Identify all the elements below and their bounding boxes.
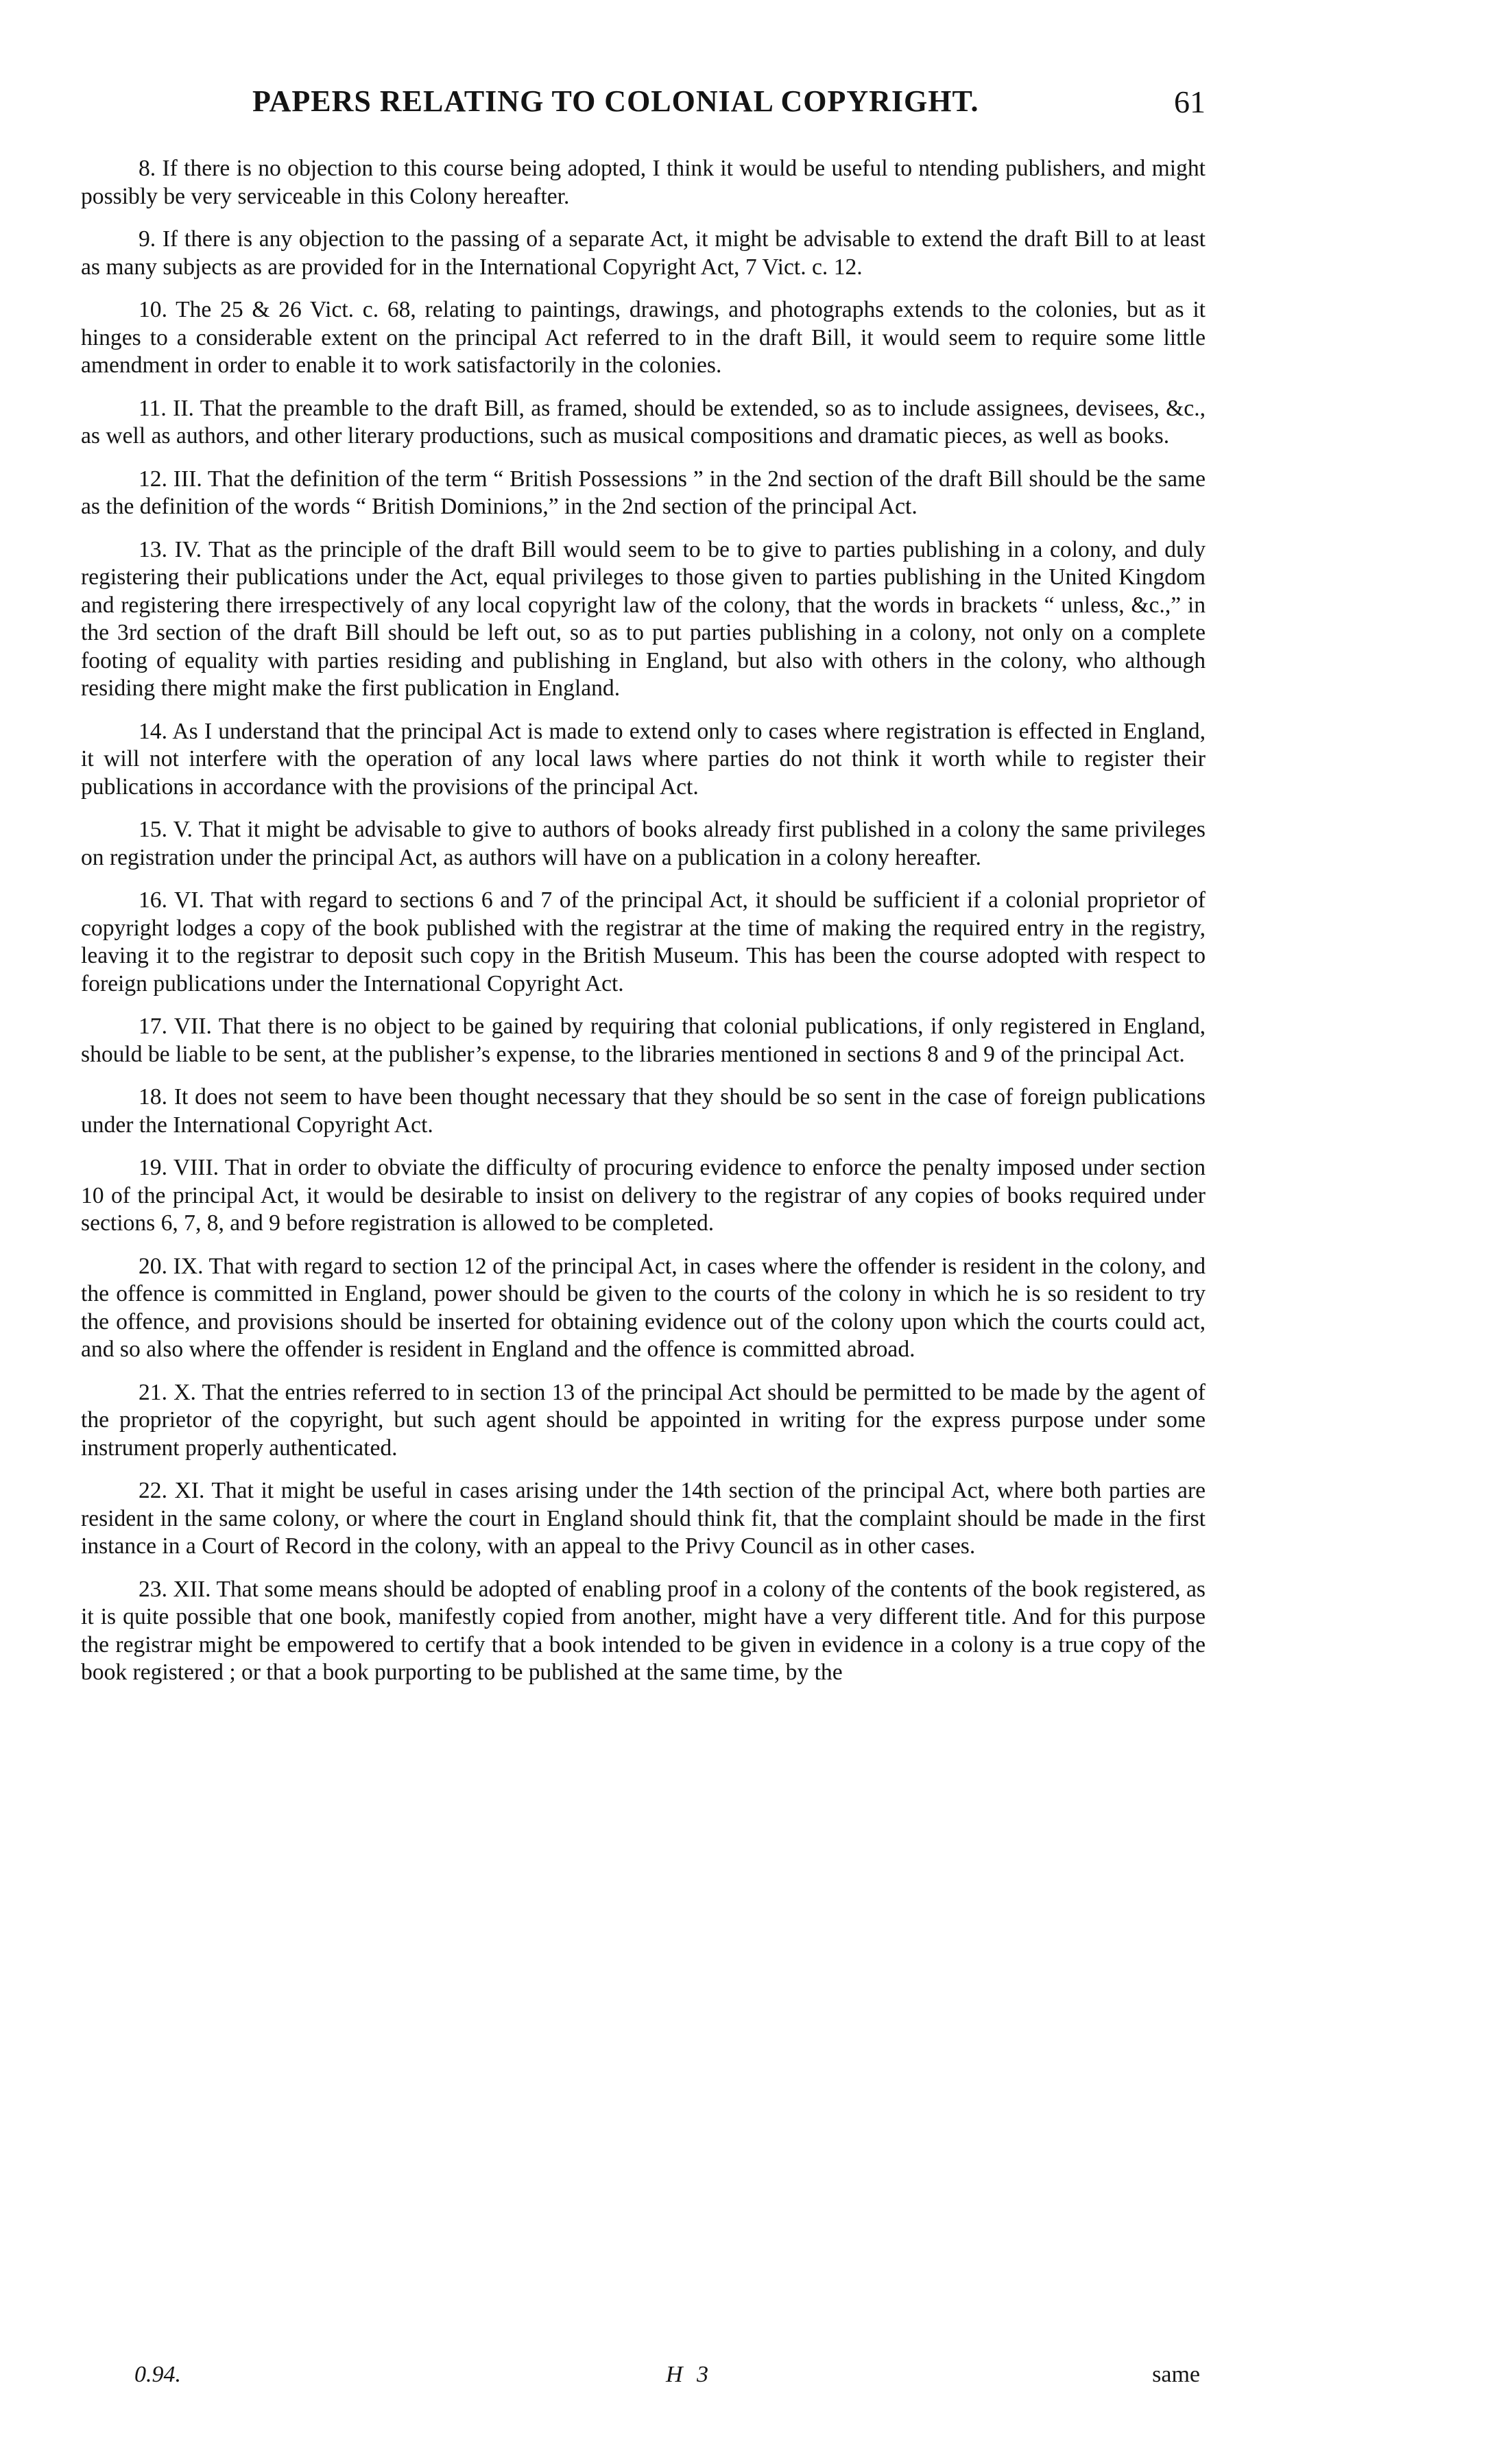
paragraph-19: 19. VIII. That in order to obviate the difficulty of procuring evidence to enforce the penalty imposed under section 10 of the principal Act, it would be desirable to insist on delivery to the registrar of any copies of books required under sections 6, 7, 8, and 9 before registration is allowed to be completed.	[81, 1155, 1206, 1236]
body-text	[81, 155, 1206, 1687]
paragraph-22: 22. XI. That it might be useful in cases arising under the 14th section of the principal Act, where both parties are resident in the same colony, or where the court in England should think fit, that the complaint should be made in the first instance in a Court of Record in the colony, with an appeal to the Privy Council as in other cases.	[81, 1478, 1206, 1559]
page-header	[81, 84, 1206, 132]
paragraph-13: 13. IV. That as the principle of the draft Bill would seem to be to give to parties publishing in a colony, and duly registering their publications under the Act, equal privileges to those given to parties publishing in the United Kingdom and registering there irrespectively of any local copyright law of the colony, that the words in brackets “ unless, &c.,” in the 3rd section of the draft Bill should be left out, so as to put parties publishing in a colony, not only on a complete footing of equality with parties residing and publishing in England, but also with others in the colony, who although residing there might make the first publication in England.	[81, 536, 1206, 701]
paragraph-21: 21. X. That the entries referred to in section 13 of the principal Act should be permitted to be made by the agent of the proprietor of the copyright, but such agent should be appointed in writing for the express purpose under some instrument properly authenticated.	[81, 1379, 1206, 1461]
catchword: same	[1152, 2362, 1200, 2387]
paragraph-14: 14. As I understand that the principal Act is made to extend only to cases where registration is effected in England, it will not interfere with the operation of any local laws where parties do not think it worth while to register their publications in accordance with the provisions of the principal Act.	[81, 718, 1206, 800]
paragraph-17: 17. VII. That there is no object to be gained by requiring that colonial publications, if only registered in England, should be liable to be sent, at the publisher’s expense, to the libraries mentioned in sections 8 and 9 of the principal Act.	[81, 1014, 1206, 1067]
signature-mark: 0.94.	[134, 2362, 181, 2387]
sheet-mark: H 3	[666, 2362, 713, 2387]
paragraph-11: 11. II. That the preamble to the draft Bill, as framed, should be extended, so as to include assignees, devisees, &c., as well as authors, and other literary productions, such as musical compositions and dramatic pieces, as well as books.	[81, 395, 1206, 448]
page-footer	[81, 2362, 1206, 2396]
paragraph-8: 8. If there is no objection to this course being adopted, I think it would be useful to ntending publishers, and might possibly be very serviceable in this Colony hereafter.	[81, 156, 1206, 209]
paragraph-23: 23. XII. That some means should be adopted of enabling proof in a colony of the contents of the book registered, as it is quite possible that one book, manifestly copied from another, might have a very different title. And for this purpose the registrar might be empowered to certify that a book intended to be given in evidence in a colony is a true copy of the book registered ; or that a book purporting to be published at the same time, by the	[81, 1576, 1206, 1685]
page-number: 61	[1174, 84, 1206, 119]
running-title: PAPERS RELATING TO COLONIAL COPYRIGHT.	[252, 84, 979, 118]
paragraph-18: 18. It does not seem to have been thought necessary that they should be so sent in the case of foreign publications under the International Copyright Act.	[81, 1084, 1206, 1138]
document-page	[81, 84, 1206, 2429]
paragraph-20: 20. IX. That with regard to section 12 of the principal Act, in cases where the offender is resident in the colony, and the offence is committed in England, power should be given to the courts of the colony in which he is so resident to try the offence, and provisions should be inserted for obtaining evidence out of the colony upon which the courts could act, and so also where the offender is resident in England and the offence is committed abroad.	[81, 1253, 1206, 1362]
paragraph-10: 10. The 25 & 26 Vict. c. 68, relating to paintings, drawings, and photographs extends to the colonies, but as it hinges to a considerable extent on the principal Act referred to in the draft Bill, it would seem to require some little amendment in order to enable it to work satisfactorily in the colonies.	[81, 297, 1206, 378]
paragraph-9: 9. If there is any objection to the passing of a separate Act, it might be advisable to extend the draft Bill to at least as many subjects as are provided for in the International Copyright Act, 7 Vict. c. 12.	[81, 226, 1206, 280]
paragraph-16: 16. VI. That with regard to sections 6 and 7 of the principal Act, it should be sufficient if a colonial proprietor of copyright lodges a copy of the book published with the registrar at the time of making the required entry in the registry, leaving it to the registrar to deposit such copy in the British Museum. This has been the course adopted with respect to foreign publications under the International Copyright Act.	[81, 887, 1206, 996]
paragraph-15: 15. V. That it might be advisable to give to authors of books already first published in a colony the same privileges on registration under the principal Act, as authors will have on a publication in a colony hereafter.	[81, 817, 1206, 870]
paragraph-12: 12. III. That the definition of the term “ British Possessions ” in the 2nd section of the draft Bill should be the same as the definition of the words “ British Dominions,” in the 2nd section of the principal Act.	[81, 466, 1206, 519]
